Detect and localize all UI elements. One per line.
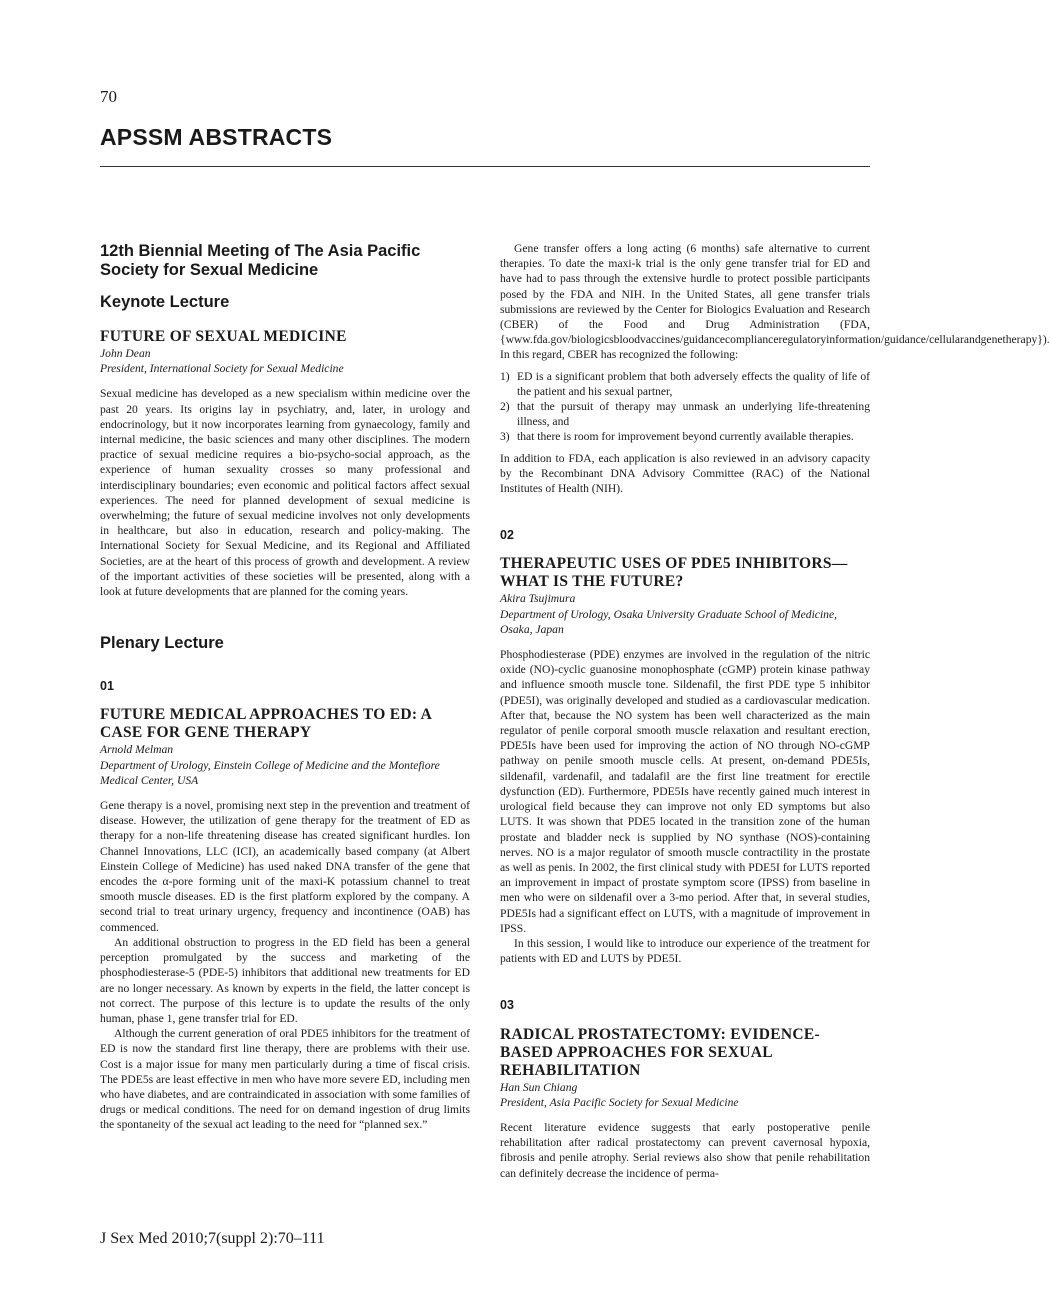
author: Han Sun Chiang	[500, 1080, 578, 1094]
abstract-02	[500, 528, 870, 966]
abstract-number: 01	[100, 679, 114, 694]
affiliation: President, Asia Pacific Society for Sexual Medicine	[500, 1095, 739, 1109]
list-item	[500, 369, 870, 399]
page-number: 70	[100, 87, 117, 106]
keynote-abstract	[100, 328, 470, 599]
abstract-number: 03	[500, 998, 514, 1013]
abstract-paragraph: In addition to FDA, each application is also reviewed in an advisory capacity by the Recombinant DNA Advisory Committee (RAC) of the National Institutes of Health (NIH).	[500, 451, 870, 496]
affiliation: President, International Society for Sexual Medicine	[100, 362, 344, 376]
right-column	[500, 241, 1050, 1181]
list-item	[500, 399, 870, 429]
abstract-number: 02	[500, 528, 514, 543]
numbered-list	[500, 369, 870, 445]
abstract-paragraph: Gene therapy is a novel, promising next step in the prevention and treatment of disease. However, the utilization of gene therapy for the treatment of ED as therapy for a non-life threatening disease has created significant hurdles. Ion Channel Innovations, LLC (ICI), an academically based company (at Albert Einstein College of Medicine) has used naked DNA transfer of the gene that encodes the α-pore forming unit of the maxi-K potassium channel to treat smooth muscle diseases. ED is the first platform explored by the company. A second trial to treat urinary urgency, frequency and incontinence (OAB) has commenced.	[100, 799, 470, 934]
journal-header: APSSM ABSTRACTS	[100, 124, 333, 150]
list-number: 3)	[500, 430, 510, 444]
abstract-01-continued	[500, 241, 1050, 496]
list-text: that there is room for improvement beyond currently available therapies.	[517, 430, 854, 444]
abstract-paragraph: Phosphodiesterase (PDE) enzymes are involved in the regulation of the nitric oxide (NO)-cyclic guanosine monophosphate (cGMP) protein kinase pathway and influence smooth muscle tone. Sildenafil, the first PDE type 5 inhibitor (PDE5I), was originally developed and studied as a cardiovascular medication. After that, because the NO system has been well characterized as the main regulator of penile corporal smooth muscle relaxation and resultant erection, PDE5Is have been used for improving the action of NO through NO-cGMP pathway on penile smooth muscle cells. At present, on-demand PDE5Is, sildenafil, vardenafil, and tadalafil are the first line treatment for erectile dysfunction (ED). Furthermore, PDE5Is have recently gained much interest in urological field because they can improve not only ED symptoms but also LUTS. It was shown that PDE5 located in the transition zone of the human prostate and bladder neck is supplied by NO synthase (NOS)-containing nerves. NO is a major regulator of smooth muscle contractility in the prostate as well as penis. In 2002, the first clinical study with PDE5I for LUTS reported an improvement in impact of prostate symptom score (IPSS) from baseline in men who were on sildenafil over a 3-mo period. After that, in several studies, PDE5Is had a significant effect on LUTS, with a magnitude of improvement in IPSS.	[500, 648, 870, 935]
list-text: that the pursuit of therapy may unmask an underlying life-threatening illness, and	[517, 400, 870, 429]
author: John Dean	[100, 347, 151, 360]
abstract-paragraph: Gene transfer offers a long acting (6 months) safe alternative to current therapies. To date the maxi-k trial is the only gene transfer trial for ED and have had to pass through the extensive hurdle to protect possible participants posed by the FDA and NIH. In the United States, all gene transfer trials submissions are reviewed by the Center for Biologics Evaluation and Research (CBER) of the Food and Drug Administration (FDA, {www.fda.gov/biologicsbloodvaccines/guidancecomplianceregulatoryinformation/guidance/cellularandgenetherapy}). In this regard, CBER has recognized the following:	[500, 242, 1050, 362]
abstract-03	[500, 998, 870, 1180]
abstract-title: THERAPEUTIC USES OF PDE5 INHIBITORS— WHAT IS THE FUTURE?	[500, 555, 848, 591]
journal-citation-footer: J Sex Med 2010;7(suppl 2):70–111	[100, 1230, 325, 1247]
list-number: 2)	[500, 400, 510, 414]
abstract-title: FUTURE OF SEXUAL MEDICINE	[100, 328, 347, 345]
abstract-title: FUTURE MEDICAL APPROACHES TO ED: A CASE FOR GENE THERAPY	[100, 706, 432, 742]
list-number: 1)	[500, 369, 510, 383]
list-item	[500, 429, 870, 444]
abstract-01	[100, 679, 470, 1132]
abstract-body: Sexual medicine has developed as a new specialism within medicine over the past 20 years. Its origins lay in psychiatry, and, later, in urology and endocrinology, but it now incorporates learning from gynaecology, family and internal medicine, the basic sciences and many other disciplines. The modern practice of sexual medicine requires a bio-psycho-social approach, as the experience of human sexuality crosses so many professional and interdisciplinary boundaries; even economic and political factors affect sexual experiences. The need for planned development of sexual medicine is overwhelming; the future of sexual medicine involves not only developments in healthcare, but also in education, research and policy-making. The International Society for Sexual Medicine, and its Regional and Affiliated Societies, are at the heart of this process of growth and development. A review of the important activities of these societies will be presented, along with a look at future developments that are planned for the coming years.	[100, 387, 470, 599]
author: Akira Tsujimura	[500, 592, 576, 606]
abstract-paragraph: Recent literature evidence suggests that early postoperative penile rehabilitation after radical prostatectomy can prevent cavernosal hypoxia, fibrosis and penile atrophy. Serial reviews also show that penile rehabilitation can definitely decrease the incidence of perma-	[500, 1120, 870, 1180]
header-divider	[100, 166, 870, 167]
left-column	[100, 238, 470, 1133]
abstract-paragraph: An additional obstruction to progress in the ED field has been a general perception promulgated by the success and marketing of the phosphodiesterase-5 (PDE-5) inhibitors that additional new treatments for ED are no longer necessary. As known by experts in the field, the latter concept is not correct. The purpose of this lecture is to update the results of the only human, phase 1, gene transfer trial for ED.	[100, 935, 470, 1025]
author: Arnold Melman	[100, 743, 174, 757]
affiliation: Department of Urology, Osaka University Graduate School of Medicine, Osaka, Japan	[500, 607, 838, 636]
abstract-paragraph: Although the current generation of oral PDE5 inhibitors for the treatment of ED is now the standard first line therapy, there are problems with their use. Cost is a major issue for many men particularly during a time of fiscal crisis. The PDE5s are least effective in men who have more severe ED, including men who have diabetes, and are contraindicated in association with some families of drugs or medical conditions. The need for on demand ingestion of drug limits the spontaneity of the sexual act leading to the need for “planned sex.”	[100, 1027, 471, 1132]
meeting-title: 12th Biennial Meeting of The Asia Pacific Society for Sexual Medicine	[100, 242, 421, 279]
abstract-title: RADICAL PROSTATECTOMY: EVIDENCE-BASED APPROACHES FOR SEXUAL REHABILITATION	[500, 1025, 820, 1079]
affiliation: Department of Urology, Einstein College of Medicine and the Montefiore Medical Center, USA	[100, 758, 440, 787]
plenary-heading: Plenary Lecture	[100, 634, 224, 653]
abstract-paragraph: In this session, I would like to introduce our experience of the treatment for patients with ED and LUTS by PDE5I.	[500, 936, 870, 966]
keynote-heading: Keynote Lecture	[100, 293, 230, 311]
list-text: ED is a significant problem that both adversely effects the quality of life of the patient and his sexual partner,	[517, 369, 870, 398]
